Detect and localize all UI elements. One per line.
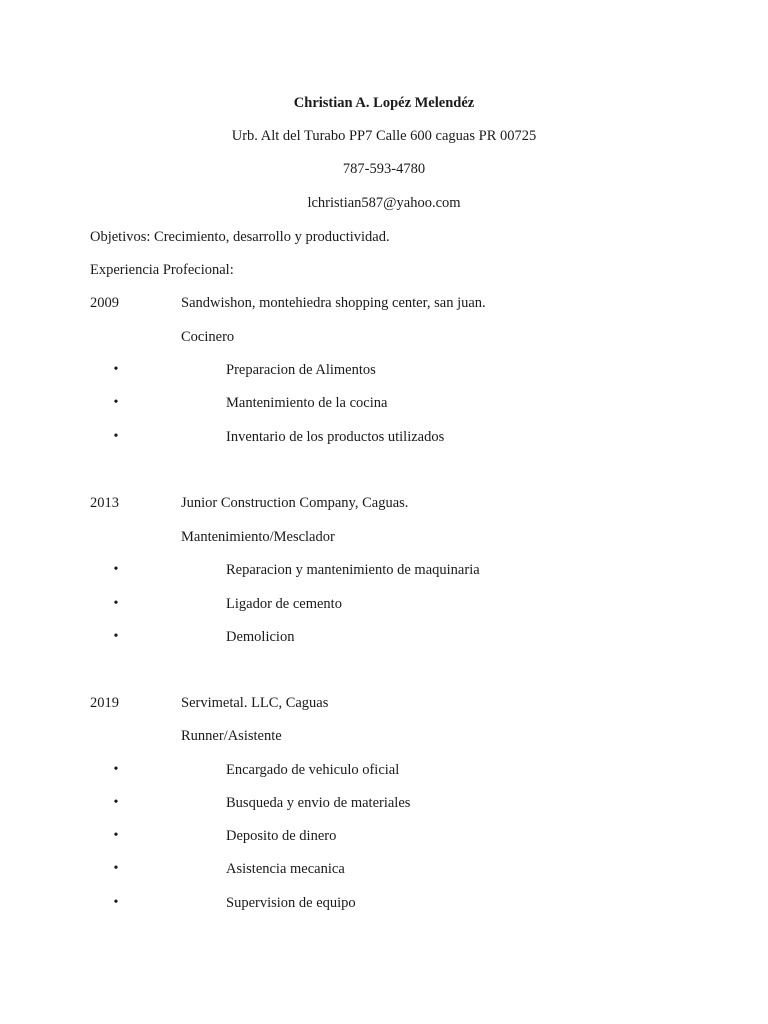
duty-text: Reparacion y mantenimiento de maquinaria xyxy=(226,562,480,578)
duty-item xyxy=(0,627,768,647)
duty-item xyxy=(0,427,768,447)
bullet-icon: • xyxy=(113,762,119,777)
bullet-icon: • xyxy=(113,429,119,444)
duty-item xyxy=(0,760,768,780)
duty-text: Deposito de dinero xyxy=(226,828,337,844)
bullet-icon: • xyxy=(113,562,119,577)
job-role: Cocinero xyxy=(181,329,235,345)
duty-text: Preparacion de Alimentos xyxy=(226,362,376,378)
duty-text: Ligador de cemento xyxy=(226,596,342,612)
job-role: Mantenimiento/Mesclador xyxy=(181,529,335,545)
duty-text: Supervision de equipo xyxy=(226,895,356,911)
objective-line: Objetivos: Crecimiento, desarrollo y productividad. xyxy=(90,229,390,245)
duty-text: Inventario de los productos utilizados xyxy=(226,429,445,445)
duty-item xyxy=(0,793,768,813)
duty-text: Encargado de vehiculo oficial xyxy=(226,762,400,778)
bullet-icon: • xyxy=(113,861,119,876)
duty-text: Busqueda y envio de materiales xyxy=(226,795,411,811)
bullet-icon: • xyxy=(113,629,119,644)
applicant-name: Christian A. Lopéz Melendéz xyxy=(293,95,475,111)
job-year: 2019 xyxy=(90,695,119,711)
duty-item xyxy=(0,826,768,846)
bullet-icon: • xyxy=(113,795,119,810)
bullet-icon: • xyxy=(113,895,119,910)
job-company: Sandwishon, montehiedra shopping center, san juan. xyxy=(181,295,486,311)
duty-item xyxy=(0,893,768,913)
bullet-icon: • xyxy=(113,362,119,377)
applicant-address: Urb. Alt del Turabo PP7 Calle 600 caguas PR 00725 xyxy=(231,128,537,144)
duty-text: Asistencia mecanica xyxy=(226,861,345,877)
duty-item xyxy=(0,393,768,413)
bullet-icon: • xyxy=(113,596,119,611)
experience-heading: Experiencia Profecional: xyxy=(90,262,234,278)
bullet-icon: • xyxy=(113,395,119,410)
job-company: Servimetal. LLC, Caguas xyxy=(181,695,329,711)
duty-text: Mantenimiento de la cocina xyxy=(226,395,388,411)
duty-item xyxy=(0,560,768,580)
applicant-email: lchristian587@yahoo.com xyxy=(307,195,461,211)
duty-text: Demolicion xyxy=(226,629,295,645)
bullet-icon: • xyxy=(113,828,119,843)
duty-item xyxy=(0,594,768,614)
job-year: 2013 xyxy=(90,495,119,511)
applicant-phone: 787-593-4780 xyxy=(342,161,426,177)
duty-item xyxy=(0,360,768,380)
duty-item xyxy=(0,859,768,879)
job-company: Junior Construction Company, Caguas. xyxy=(181,495,409,511)
job-role: Runner/Asistente xyxy=(181,728,282,744)
job-year: 2009 xyxy=(90,295,119,311)
